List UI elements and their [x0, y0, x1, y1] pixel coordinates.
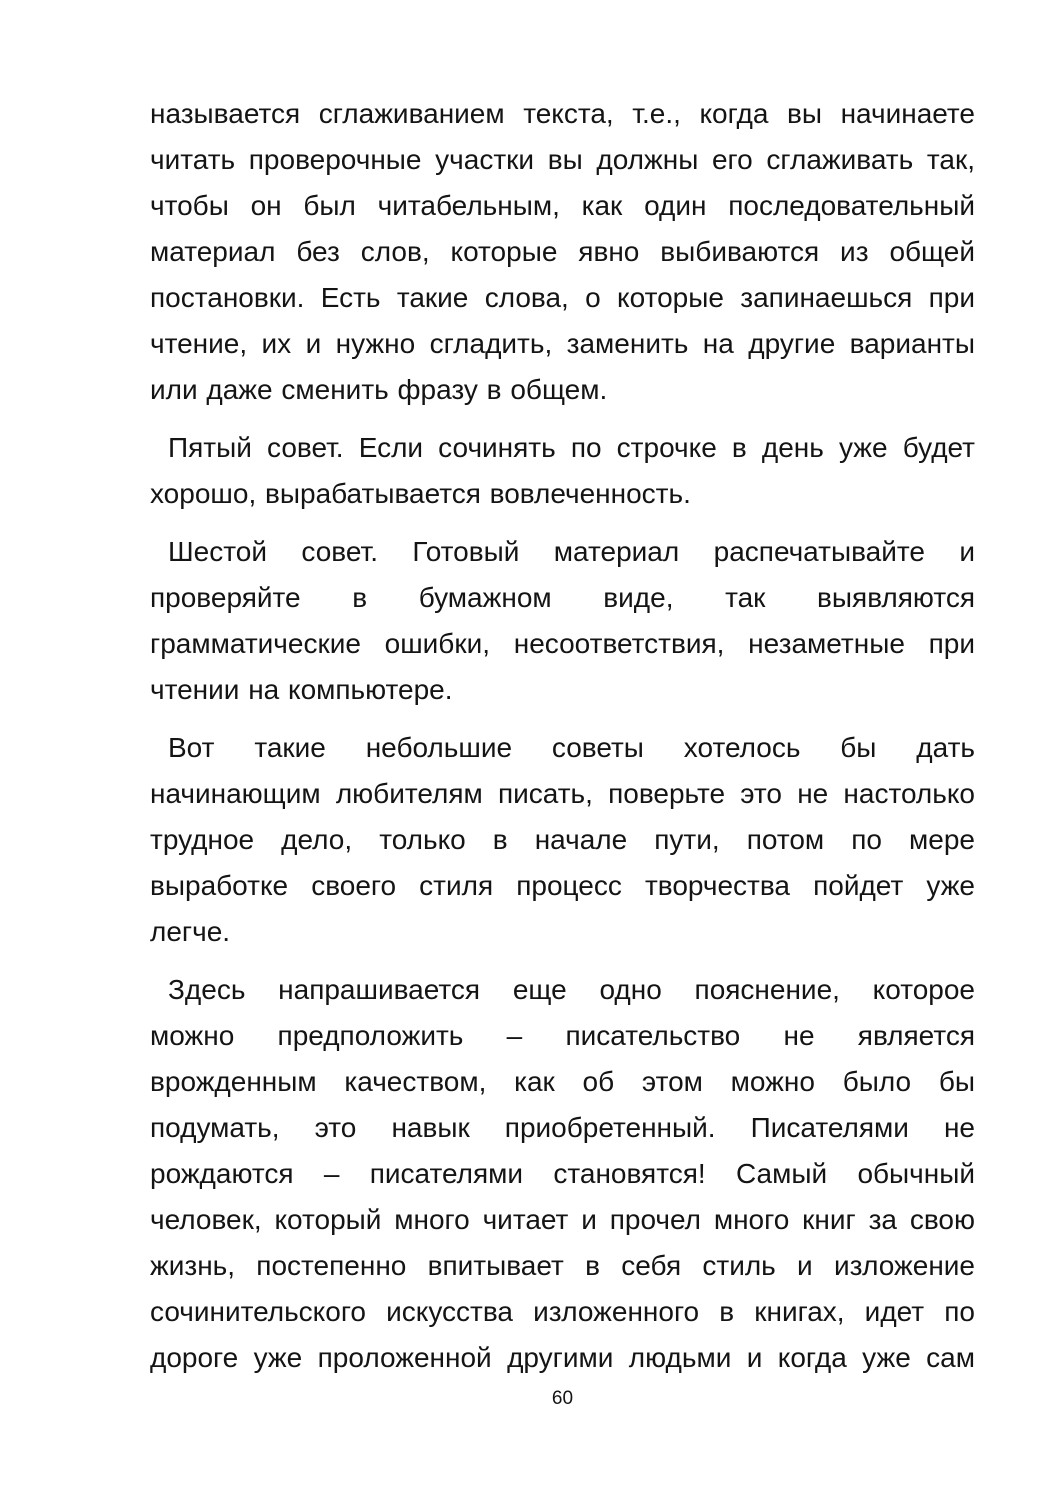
page-number: 60: [551, 1388, 574, 1409]
text-line: материал без слов, которые явно выбиваются из общей: [150, 236, 975, 267]
text-line: проверяйте в бумажном виде, так выявляются: [150, 582, 975, 613]
text-line: подумать, это навык приобретенный. Писателями не: [150, 1112, 975, 1143]
paragraph: [150, 91, 975, 413]
text-line: рождаются – писателями становятся! Самый обычный: [150, 1158, 975, 1189]
text-line: или даже сменить фразу в общем.: [150, 374, 608, 405]
text-line: трудное дело, только в начале пути, потом по мере: [150, 824, 975, 855]
text-line: врожденным качеством, как об этом можно было бы: [150, 1066, 975, 1097]
text-line: Вот такие небольшие советы хотелось бы дать: [168, 732, 975, 763]
text-line: легче.: [150, 916, 231, 947]
text-line: грамматические ошибки, несоответствия, незаметные при: [150, 628, 975, 659]
text-line: выработке своего стиля процесс творчества пойдет уже: [150, 870, 975, 901]
text-line: называется сглаживанием текста, т.е., когда вы начинаете: [150, 98, 975, 129]
text-line: дороге уже проложенной другими людьми и когда уже сам: [150, 1342, 975, 1373]
text-line: чтение, их и нужно сгладить, заменить на другие варианты: [150, 328, 975, 359]
text-line: постановки. Есть такие слова, о которые запинаешься при: [150, 282, 975, 313]
text-line: Пятый совет. Если сочинять по строчке в день уже будет: [168, 432, 975, 463]
text-line: сочинительского искусства изложенного в книгах, идет по: [150, 1296, 975, 1327]
paragraph: [150, 529, 975, 713]
paragraph: [150, 967, 975, 1381]
text-line: человек, который много читает и прочел много книг за свою: [150, 1204, 975, 1235]
text-line: чтобы он был читабельным, как один последовательный: [150, 190, 975, 221]
page-text-block: [150, 91, 975, 1381]
text-line: можно предположить – писательство не является: [150, 1020, 975, 1051]
text-line: Здесь напрашивается еще одно пояснение, которое: [168, 974, 975, 1005]
text-line: хорошо, вырабатывается вовлеченность.: [150, 478, 691, 509]
text-line: читать проверочные участки вы должны его сглаживать так,: [150, 144, 975, 175]
text-line: чтении на компьютере.: [150, 674, 453, 705]
text-line: жизнь, постепенно впитывает в себя стиль и изложение: [150, 1250, 975, 1281]
text-line: Шестой совет. Готовый материал распечатывайте и: [168, 536, 975, 567]
paragraph: [150, 725, 975, 955]
paragraph: [150, 425, 975, 517]
text-line: начинающим любителям писать, поверьте это не настолько: [150, 778, 975, 809]
